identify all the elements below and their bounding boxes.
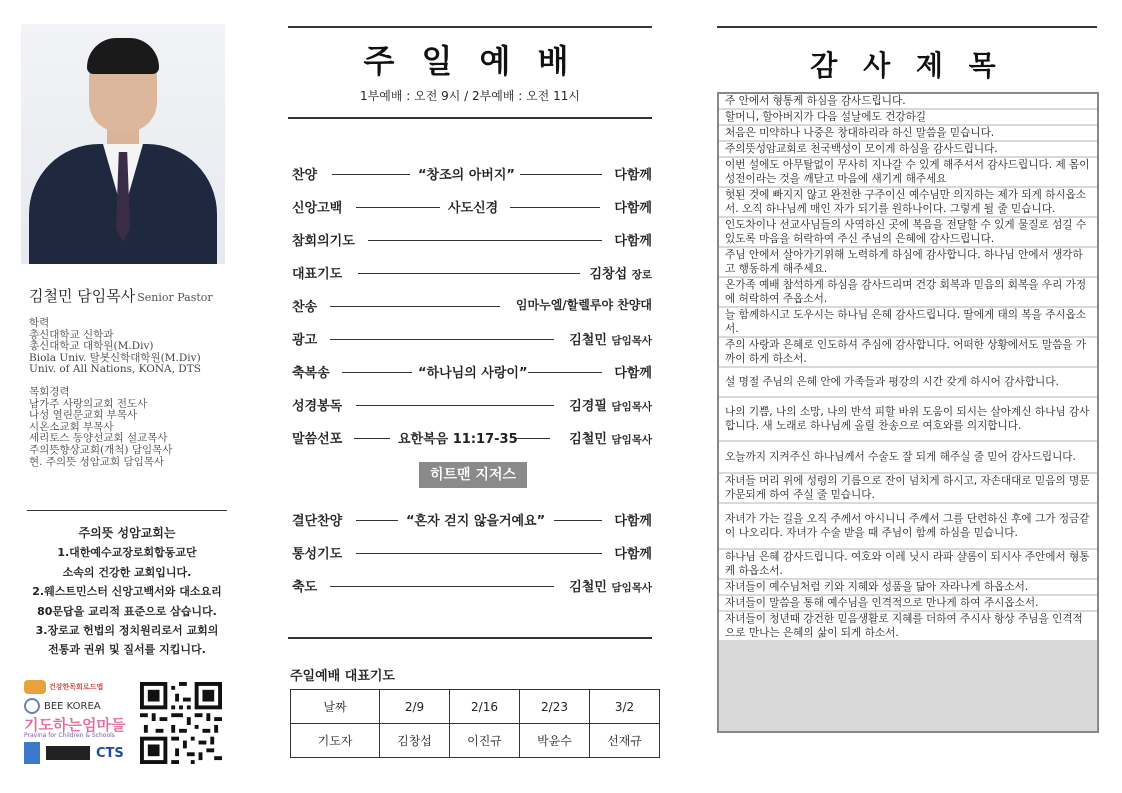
- ministry-item: 세리토스 동양선교회 설교목사: [29, 432, 168, 445]
- table-cell: 3/2: [590, 690, 660, 724]
- pastor-photo: [21, 24, 225, 264]
- worship-order-item: 광고 김철민 담임목사: [292, 333, 652, 348]
- thanks-item: 온가족 예배 참석하게 하심을 감사드리며 건강 회복과 믿음의 회복을 우리 가정에 허락하여 주옵소서.: [719, 278, 1097, 306]
- thanks-item: 자녀들이 예수님처럼 키와 지혜와 성품을 닮아 자라나게 하옵소서.: [719, 580, 1097, 594]
- worship-order-item: 축도 김철민 담임목사: [292, 580, 652, 595]
- table-row: [291, 690, 660, 724]
- thanks-item: 나의 기쁨, 나의 소망, 나의 반석 피할 바위 도움이 되시는 살아계신 하나님 감사합니다. 새 노래로 하나님께 올릴 찬송으로 여호와를 의지합니다.: [719, 398, 1097, 440]
- education-heading: 학력: [29, 317, 50, 329]
- roadmap-logo: 건강한목회로드맵: [24, 680, 103, 694]
- praying-moms-subtitle: Pravina for Children & Schools: [24, 732, 115, 739]
- table-cell: 2/9: [380, 690, 450, 724]
- education-item: Univ. of All Nations, KONA, DTS: [29, 363, 201, 376]
- thanks-item: 인도차이나 선교사님들의 사역하신 곳에 복음을 전달할 수 있게 물질로 섬길 수 있도록 마음을 허락하여 주신 주님의 은혜에 감사드립니다.: [719, 218, 1097, 246]
- church-statement-line: 주의뜻 성암교회는: [78, 526, 176, 540]
- thanks-item: 자녀들이 청년때 강건한 믿음생활로 지혜를 더하여 주시사 항상 주님을 인격적으로 만나는 은혜의 삶이 되게 하소서.: [719, 612, 1097, 640]
- thanks-item: 헛된 것에 빠지지 않고 완전한 구주이신 예수님만 의지하는 제가 되게 하시옵소서. 오직 하나님께 매인 자가 되기를 원하나이다. 그렇게 될 줄 믿습니다.: [719, 188, 1097, 216]
- worship-order-item: 성경봉독 김경필 담임목사: [292, 399, 652, 414]
- table-cell: 기도자: [291, 724, 380, 758]
- top-rule: [288, 26, 652, 28]
- table-row: [291, 724, 660, 758]
- church-statement-line: 80문답을 교리적 표준으로 삼습니다.: [37, 604, 217, 618]
- thanks-item: 늘 함께하시고 도우시는 하나님 은혜 감사드립니다. 딸에게 태의 복을 주시옵소서.: [719, 308, 1097, 336]
- thanks-item: 주 안에서 형통케 하심을 감사드립니다.: [719, 94, 1097, 108]
- prayer-schedule-title: 주일예배 대표기도: [290, 669, 395, 684]
- education-item: 총신대학교 신학과: [29, 328, 114, 341]
- table-cell: 이진규: [450, 724, 520, 758]
- worship-order-item: 말씀선포 요한복음 11:17-35 김철민 담임목사: [292, 432, 652, 447]
- cts-logo: CTS: [24, 742, 124, 764]
- ministry-item: 주의뜻향상교회(개척) 담임목사: [29, 443, 173, 456]
- service-title: 주 일 예 배: [363, 42, 577, 80]
- church-statement-line: 3.장로교 헌법의 정치원리로서 교회의: [35, 624, 219, 638]
- worship-order-item: 축복송 “하나님의 사랑이” 다함께: [292, 366, 652, 381]
- thanks-item: 주의 사랑과 은혜로 인도하셔 주심에 감사합니다. 어떠한 상황에서도 말씀을 가까이 하게 하소서.: [719, 338, 1097, 366]
- table-cell: 2/16: [450, 690, 520, 724]
- worship-order-item: 결단찬양 “혼자 걷지 않을거예요” 다함께: [292, 514, 652, 529]
- church-statement: [20, 524, 234, 660]
- thanks-item: 주의뜻성암교회로 천국백성이 모이게 하심을 감사드립니다.: [719, 142, 1097, 156]
- ministry-item: 남가주 사랑의교회 전도사: [29, 397, 148, 410]
- top-rule: [717, 26, 1097, 28]
- thanks-item: 설 명절 주님의 은혜 안에 가족들과 평강의 시간 갖게 하시어 감사합니다.: [719, 368, 1097, 396]
- divider: [27, 510, 227, 511]
- thanks-item: 주님 안에서 살아가기위해 노력하게 하심에 감사합니다. 하나님 안에서 생각하고 행동하게 해주세요.: [719, 248, 1097, 276]
- thanks-item: 자녀가 가는 길을 오직 주께서 아시니니 주께서 그를 단련하신 후에 그가 정금같이 나오리다. 자녀가 수술 받을 때 주님이 함께 하심을 믿습니다.: [719, 504, 1097, 548]
- thanks-item: 처음은 미약하나 나중은 창대하리라 하신 말씀을 믿습니다.: [719, 126, 1097, 140]
- church-statement-line: 소속의 건강한 교회입니다.: [62, 565, 192, 579]
- church-statement-line: 1.대한예수교장로회합동교단: [57, 546, 197, 560]
- thanks-list: [717, 92, 1099, 733]
- worship-order-item: 찬양 “창조의 아버지” 다함께: [292, 168, 652, 183]
- pastor-bio: [29, 318, 229, 468]
- worship-order-item: 참회의기도 다함께: [292, 234, 652, 249]
- education-item: Biola Univ. 탈봇신학대학원(M.Div): [29, 351, 201, 364]
- pastor-title-en: Senior Pastor: [137, 291, 213, 304]
- qr-code[interactable]: [140, 682, 222, 764]
- table-cell: 선재규: [590, 724, 660, 758]
- sermon-title: 히트맨 지저스: [419, 462, 527, 488]
- table-cell: 날짜: [291, 690, 380, 724]
- thanks-item: 오늘까지 지켜주신 하나님께서 수술도 잘 되게 해주실 줄 믿어 감사드립니다.: [719, 442, 1097, 472]
- pastor-name: 김철민 담임목사 Senior Pastor: [29, 287, 213, 305]
- worship-order-item: 신앙고백 사도신경 다함께: [292, 201, 652, 216]
- ministry-heading: 목회경력: [29, 385, 70, 398]
- ministry-item: 현. 주의뜻 성암교회 담임목사: [29, 455, 165, 468]
- header-rule: [288, 117, 652, 119]
- worship-order-item: 찬송 임마누엘/할렐루야 찬양대: [292, 298, 652, 315]
- thanks-title: 감 사 제 목: [810, 49, 1004, 82]
- praying-moms-logo: 기도하는엄마들: [24, 716, 126, 734]
- ministry-item: 시온소교회 부목사: [29, 420, 114, 433]
- service-times: 1부예배 : 오전 9시 / 2부예배 : 오전 11시: [360, 89, 580, 103]
- table-cell: 김창섭: [380, 724, 450, 758]
- prayer-schedule-table: [290, 689, 660, 758]
- worship-order-item: 대표기도 김창섭 장로: [292, 267, 652, 282]
- thanks-item: 이번 설에도 아무탈없이 무사히 지나갈 수 있게 해주셔서 감사드립니다. 제 몸이 성전이라는 것을 깨닫고 마음에 새기게 해주세요: [719, 158, 1097, 186]
- bottom-rule: [288, 637, 652, 639]
- partner-logos: [24, 680, 136, 772]
- church-statement-line: 전통과 권위 및 질서를 지킵니다.: [48, 643, 206, 657]
- church-statement-line: 2.웨스트민스터 신앙고백서와 대소요리: [32, 585, 222, 599]
- thanks-item: 하나님 은혜 감사드립니다. 여호와 이레 닛시 라파 샬롬이 되시사 주안에서 형통케 하옵소서.: [719, 550, 1097, 578]
- ministry-item: 나성 열린문교회 부목사: [29, 409, 138, 422]
- thanks-item: 자녀들이 말씀을 통해 예수님을 인격적으로 만나게 하여 주시옵소서.: [719, 596, 1097, 610]
- table-cell: 박윤수: [520, 724, 590, 758]
- table-cell: 2/23: [520, 690, 590, 724]
- worship-order-item: 통성기도 다함께: [292, 547, 652, 562]
- thanks-item: 할머니, 할아버지가 다음 설날에도 건강하길: [719, 110, 1097, 124]
- bee-korea-logo: BEE KOREA: [24, 698, 101, 714]
- education-item: 총신대학교 대학원(M.Div): [29, 340, 154, 353]
- thanks-item: 자녀들 머리 위에 성령의 기름으로 잔이 넘치게 하시고, 자손대대로 믿음의 명문가문되게 하여 주실 줄 믿습니다.: [719, 474, 1097, 502]
